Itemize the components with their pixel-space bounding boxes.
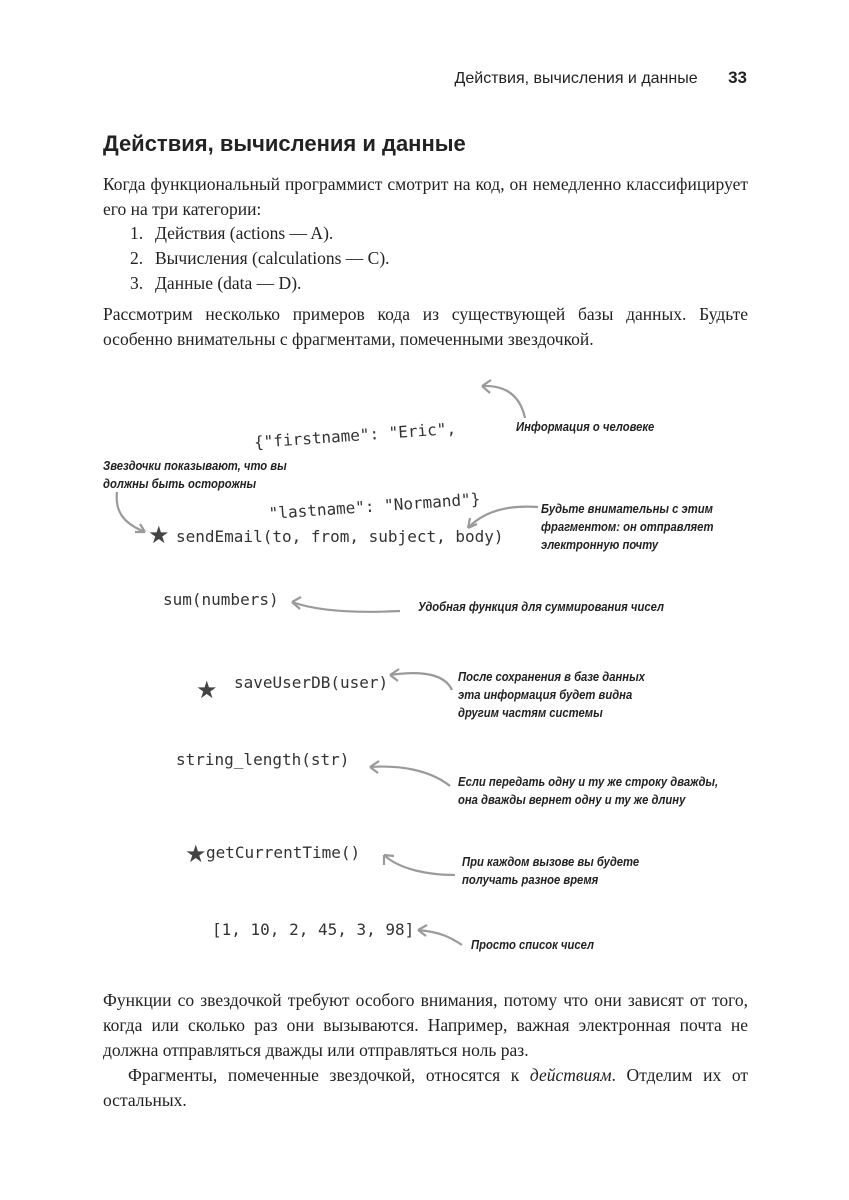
note-get-time: При каждом вызове вы будете получать разное время: [462, 855, 640, 887]
code-line: "lastname": "Normand"}: [258, 489, 481, 524]
list-item: 2. Вычисления (calculations — C).: [130, 248, 390, 268]
note-save-user: После сохранения в базе данных эта информация будет видна другим частям системы: [458, 670, 645, 720]
star-icon: ★: [196, 676, 218, 704]
code-send-email: sendEmail(to, from, subject, body): [176, 527, 504, 546]
running-title: Действия, вычисления и данные: [454, 70, 698, 87]
stars-paragraph: Функции со звездочкой требуют особого внимания, потому что они зависят от того, когда или сколько раз они вызываются. Например, важная электронная почта не должна отправляться дважды или отправляться ноль раз.: [103, 990, 748, 1060]
code-string-length: string_length(str): [176, 750, 350, 769]
examples-paragraph: Рассмотрим несколько примеров кода из существующей базы данных. Будьте особенно внимательны с фрагментами, помеченными звездочкой.: [103, 304, 748, 349]
code-get-time: getCurrentTime(): [206, 843, 361, 862]
arrow-sum: [292, 602, 400, 612]
note-person: Информация о человеке: [516, 420, 655, 434]
star-icon: ★: [148, 521, 170, 549]
arrow-list: [418, 930, 462, 945]
star-icon: ★: [185, 840, 207, 868]
arrow-save-user: [390, 673, 452, 690]
emphasis-actions: действиям: [529, 1065, 612, 1085]
note-sum: Удобная функция для суммирования чисел: [418, 600, 664, 614]
section-title: Действия, вычисления и данные: [103, 131, 466, 156]
note-list: Просто список чисел: [471, 938, 594, 952]
note-send-email: Будьте внимательны с этим фрагментом: он отправляет электронную почту: [541, 502, 714, 552]
note-string-length: Если передать одну и ту же строку дважды, она дважды вернет одну и ту же длину: [458, 775, 719, 807]
code-sum: sum(numbers): [163, 590, 279, 609]
list-item: 3. Данные (data — D).: [130, 273, 302, 293]
note-stars: Звездочки показывают, что вы должны быть осторожны: [103, 459, 287, 491]
arrow-string-length: [370, 767, 450, 786]
code-list: [1, 10, 2, 45, 3, 98]: [212, 920, 415, 939]
actions-paragraph: Фрагменты, помеченные звездочкой, относятся к действиям. Отделим их от остальных.: [103, 1065, 748, 1110]
code-line: {"firstname": "Eric",: [253, 418, 457, 452]
arrow-get-time: [384, 855, 455, 875]
intro-paragraph: Когда функциональный программист смотрит на код, он немедленно классифицирует его на три категории:: [103, 174, 748, 219]
page-number: 33: [728, 68, 747, 87]
list-item: 1. Действия (actions — A).: [130, 223, 334, 243]
code-save-user: saveUserDB(user): [234, 673, 389, 692]
